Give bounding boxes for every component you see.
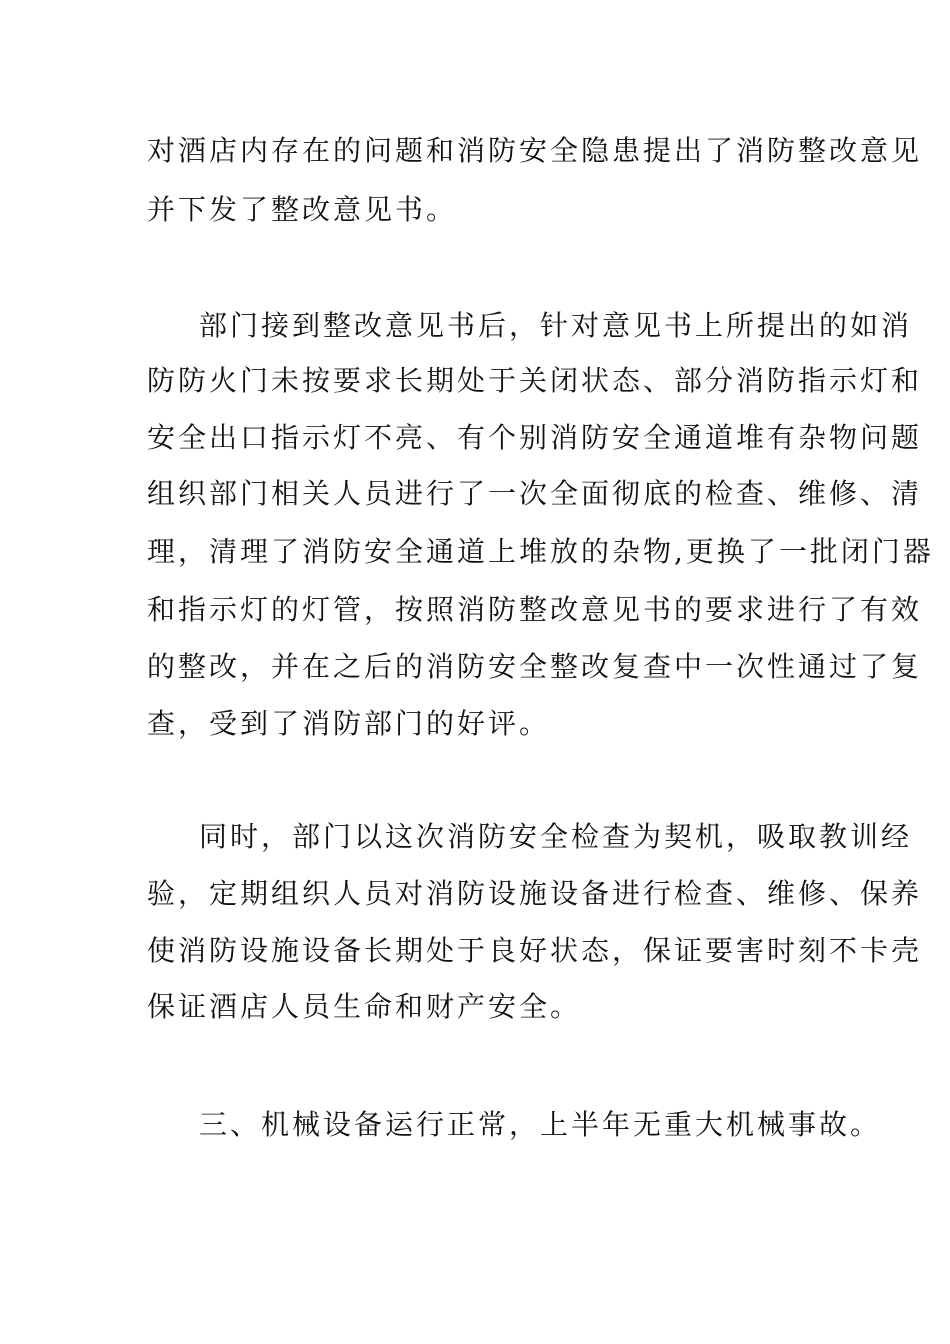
section-heading: 三、机械设备运行正常，上半年无重大机械事故。 [199, 1108, 882, 1141]
text-line: 使消防设施设备长期处于良好状态，保证要害时刻不卡壳 [147, 934, 923, 967]
text-line: 同时，部门以这次消防安全检查为契机，吸取教训经 [199, 820, 913, 853]
text-line: 和指示灯的灯管，按照消防整改意见书的要求进行了有效 [147, 593, 923, 626]
text-line: 对酒店内存在的问题和消防安全隐患提出了消防整改意见 [147, 134, 923, 167]
text-line: 理，清理了消防安全通道上堆放的杂物,更换了一批闭门器 [147, 535, 934, 568]
text-line: 组织部门相关人员进行了一次全面彻底的检查、维修、清 [147, 477, 923, 510]
text-line: 的整改，并在之后的消防安全整改复查中一次性通过了复 [147, 650, 923, 683]
text-line: 查，受到了消防部门的好评。 [147, 707, 551, 740]
text-line: 并下发了整改意见书。 [147, 193, 458, 226]
text-line: 部门接到整改意见书后，针对意见书上所提出的如消 [199, 309, 913, 342]
text-line: 防防火门未按要求长期处于关闭状态、部分消防指示灯和 [147, 364, 923, 397]
text-line: 安全出口指示灯不亮、有个别消防安全通道堆有杂物问题 [147, 421, 923, 454]
text-line: 验，定期组织人员对消防设施设备进行检查、维修、保养 [147, 877, 923, 910]
text-line: 保证酒店人员生命和财产安全。 [147, 990, 582, 1023]
